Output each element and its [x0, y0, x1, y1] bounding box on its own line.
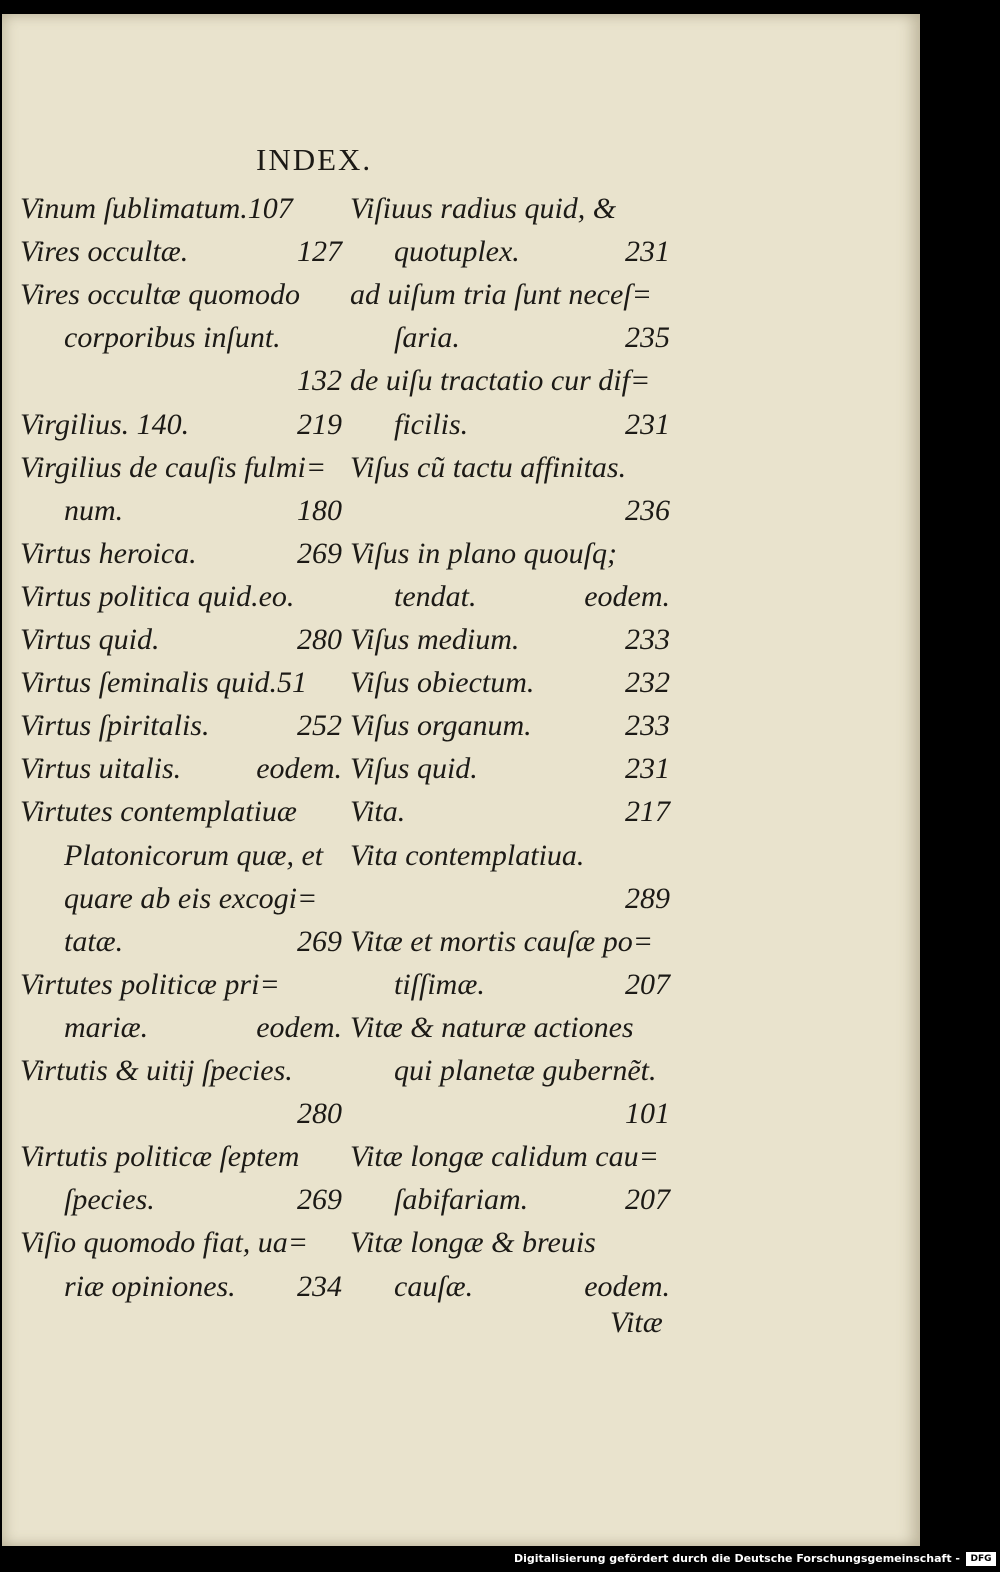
right-entry-text: Vitæ longæ & breuis — [350, 1226, 596, 1260]
left-entry-text: mariæ. — [64, 1010, 149, 1044]
right-entry-page-number: 233 — [625, 623, 670, 656]
right-entry-page-number: 207 — [625, 967, 670, 1001]
right-entry-text: ſabifariam. — [394, 1183, 529, 1217]
left-entry-page-number: eodem. — [256, 752, 342, 786]
right-entry-text: Viſus medium. — [350, 623, 520, 656]
right-entry-text: ficilis. — [394, 407, 469, 441]
right-entry-page-number: 231 — [625, 752, 670, 786]
right-entry-text: Viſus cũ tactu affinitas. — [350, 450, 627, 484]
left-entry-text: Virgilius de cauſis fulmi= — [20, 450, 327, 484]
right-entry-page-number: 231 — [625, 407, 670, 441]
right-entry-text: Viſus in plano quouſq; — [350, 536, 617, 570]
left-entry-text: Vinum ſublimatum.107 — [20, 192, 293, 225]
right-entry-page-number: 217 — [625, 795, 670, 829]
catchword: Vitæ — [610, 1306, 663, 1339]
right-entry-page-number: eodem. — [584, 579, 670, 613]
left-entry-text: ſpecies. — [64, 1183, 155, 1217]
right-entry-page-number: 233 — [625, 709, 670, 743]
right-entry-page-number: 207 — [625, 1183, 670, 1217]
right-entry-text: cauſæ. — [394, 1269, 474, 1303]
right-entry-text: qui planetæ gubernẽt. — [394, 1054, 657, 1087]
left-entry-page-number: 252 — [297, 709, 342, 743]
left-entry-page-number: eodem. — [256, 1010, 342, 1044]
right-entry-text: ſaria. — [394, 321, 460, 355]
left-entry-text: Platonicorum quæ, et — [64, 838, 324, 872]
right-entry-text: Vitæ & naturæ actiones — [350, 1010, 634, 1044]
right-entry-text: Viſus obiectum. — [350, 666, 535, 700]
left-entry-text: quare ab eis excogi= — [64, 881, 318, 915]
left-entry-page-number: 280 — [297, 1097, 342, 1131]
left-entry-page-number: 269 — [297, 1183, 342, 1217]
left-entry-text: Virtutis politicæ ſeptem — [20, 1140, 300, 1174]
left-entry-text: Virtus ſpiritalis. — [20, 709, 210, 743]
right-entry-page-number: 231 — [625, 235, 670, 269]
right-entry-text: Viſus quid. — [350, 752, 478, 786]
right-entry-text: Vita. — [350, 795, 406, 829]
left-entry-text: Virtus ſeminalis quid.51 — [20, 666, 307, 700]
footer-bar — [0, 1548, 1000, 1572]
left-entry-text: riæ opiniones. — [64, 1269, 236, 1303]
left-entry-text: Virtus heroica. — [20, 536, 197, 570]
right-entry-page-number: 232 — [625, 666, 670, 700]
right-entry-text: tiſſimæ. — [394, 967, 485, 1001]
left-entry-text: Virgilius. 140. — [20, 407, 190, 441]
funding-notice: Digitalisierung gefördert durch die Deutsche Forschungsgemeinschaft - — [513, 1552, 960, 1565]
right-entry-text: Vitæ longæ calidum cau= — [350, 1140, 659, 1174]
left-entry-text: corporibus inſunt. — [64, 321, 281, 355]
right-entry-page-number: 235 — [625, 321, 670, 355]
left-entry-text: Vires occultæ. — [20, 235, 189, 269]
left-entry-text: Virtus politica quid.eo. — [20, 579, 295, 613]
left-entry-page-number: 280 — [297, 623, 342, 656]
left-entry-page-number: 132 — [297, 364, 342, 398]
page-title: INDEX. — [256, 142, 373, 177]
book-page — [2, 14, 920, 1546]
left-entry-text: Virtutes contemplatiuæ — [20, 795, 297, 829]
left-entry-text: Vires occultæ quomodo — [20, 278, 300, 312]
left-entry-text: Virtutis & uitij ſpecies. — [20, 1054, 293, 1087]
left-entry-text: Virtus uitalis. — [20, 752, 182, 786]
right-entry-page-number: 236 — [625, 493, 670, 527]
right-entry-text: quotuplex. — [394, 235, 520, 269]
right-entry-text: Viſiuus radius quid, & — [350, 192, 617, 225]
left-entry-text: Virtutes politicæ pri= — [20, 967, 280, 1001]
right-entry-text: Viſus organum. — [350, 709, 532, 743]
left-entry-page-number: 269 — [297, 536, 342, 570]
left-entry-page-number: 269 — [297, 924, 342, 958]
right-entry-page-number: 289 — [625, 881, 670, 915]
right-entry-text: Vitæ et mortis cauſæ po= — [350, 924, 654, 958]
right-entry-text: ad uiſum tria ſunt neceſ= — [350, 278, 652, 312]
right-entry-text: Vita contemplatiua. — [350, 838, 585, 872]
left-entry-page-number: 127 — [297, 235, 342, 269]
right-entry-page-number: 101 — [625, 1097, 670, 1131]
left-entry-page-number: 234 — [297, 1269, 342, 1303]
left-entry-text: tatæ. — [64, 924, 124, 958]
right-entry-text: de uiſu tractatio cur dif= — [350, 364, 651, 398]
left-entry-page-number: 219 — [297, 407, 342, 441]
left-entry-page-number: 180 — [297, 493, 342, 527]
right-entry-page-number: eodem. — [584, 1269, 670, 1303]
left-entry-text: num. — [64, 493, 124, 527]
left-entry-text: Viſio quomodo fiat, ua= — [20, 1226, 309, 1260]
left-entry-text: Virtus quid. — [20, 623, 160, 656]
right-entry-text: tendat. — [394, 579, 477, 613]
dfg-logo: DFG — [966, 1552, 996, 1566]
